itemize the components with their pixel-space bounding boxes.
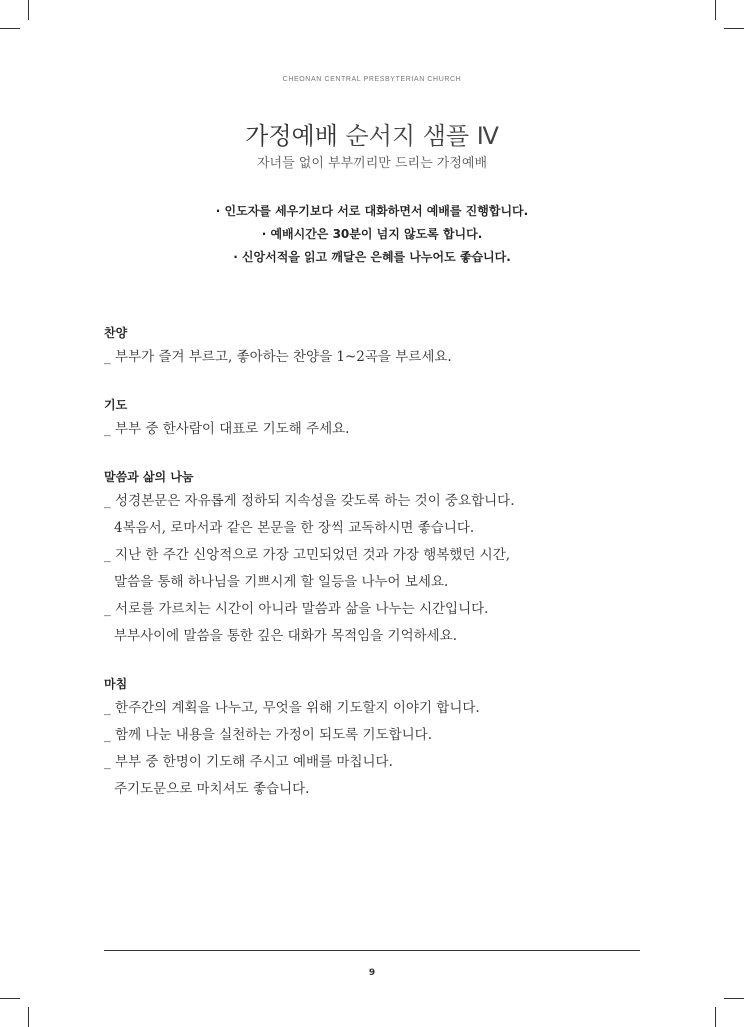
notes-list bbox=[0, 200, 744, 269]
crop-mark-top-left bbox=[28, 0, 29, 20]
section-line: _ 부부 중 한명이 기도해 주시고 예배를 마칩니다. bbox=[104, 754, 393, 770]
note-item: · 인도자를 세우기보다 서로 대화하면서 예배를 진행합니다. bbox=[215, 204, 529, 218]
page-title-rest: 순서지 샘플 Ⅳ bbox=[345, 122, 499, 150]
section-heading: 기도 bbox=[104, 398, 128, 412]
section-line: _ 함께 나눈 내용을 실천하는 가정이 되도록 기도합니다. bbox=[104, 727, 432, 743]
section-line: _ 한주간의 계획을 나누고, 무엇을 위해 기도할지 이야기 합니다. bbox=[104, 700, 480, 716]
crop-mark-top-right-h bbox=[724, 28, 744, 29]
section-line: 부부사이에 말씀을 통한 깊은 대화가 목적임을 기억하세요. bbox=[114, 628, 458, 644]
crop-mark-bottom-left bbox=[28, 1007, 29, 1027]
section-line: _ 지난 한 주간 신앙적으로 가장 고민되었던 것과 가장 행복했던 시간, bbox=[104, 547, 511, 563]
section-line: 말씀을 통해 하나님을 기쁘시게 할 일등을 나누어 보세요. bbox=[114, 574, 449, 590]
section-line: 주기도문으로 마치셔도 좋습니다. bbox=[114, 781, 310, 797]
section-line: _ 서로를 가르치는 시간이 아니라 말씀과 삶을 나누는 시간입니다. bbox=[104, 601, 489, 617]
section-closing bbox=[104, 673, 644, 803]
section-prayer bbox=[104, 394, 644, 443]
page-title bbox=[0, 116, 744, 151]
section-word-sharing bbox=[104, 466, 644, 650]
worship-order bbox=[104, 322, 644, 803]
footer-divider bbox=[104, 950, 640, 951]
page-subtitle: 자녀들 없이 부부끼리만 드리는 가정예배 bbox=[256, 156, 487, 171]
section-heading: 말씀과 삶의 나눔 bbox=[104, 470, 194, 484]
section-heading: 찬양 bbox=[104, 326, 128, 340]
page-title-main: 가정예배 bbox=[245, 122, 338, 150]
crop-mark-bottom-right bbox=[715, 1007, 716, 1027]
section-praise bbox=[104, 322, 644, 371]
section-line: _ 부부가 즐겨 부르고, 좋아하는 찬양을 1~2곡을 부르세요. bbox=[104, 349, 452, 365]
church-name-header: CHEONAN CENTRAL PRESBYTERIAN CHURCH bbox=[282, 76, 462, 83]
crop-mark-top-left-h bbox=[0, 28, 20, 29]
crop-mark-bottom-right-h bbox=[724, 998, 744, 999]
note-item: · 예배시간은 30분이 넘지 않도록 합니다. bbox=[261, 227, 483, 241]
note-item: · 신앙서적을 읽고 깨달은 은혜를 나누어도 좋습니다. bbox=[233, 250, 511, 264]
page-number: 9 bbox=[368, 968, 376, 978]
section-line: _ 성경본문은 자유롭게 정하되 지속성을 갖도록 하는 것이 중요합니다. bbox=[104, 493, 515, 509]
section-line: 4복음서, 로마서과 같은 본문을 한 장씩 교독하시면 좋습니다. bbox=[114, 520, 475, 536]
section-heading: 마침 bbox=[104, 677, 128, 691]
crop-mark-top-right bbox=[715, 0, 716, 20]
crop-mark-bottom-left-h bbox=[0, 998, 20, 999]
section-line: _ 부부 중 한사람이 대표로 기도해 주세요. bbox=[104, 421, 350, 437]
